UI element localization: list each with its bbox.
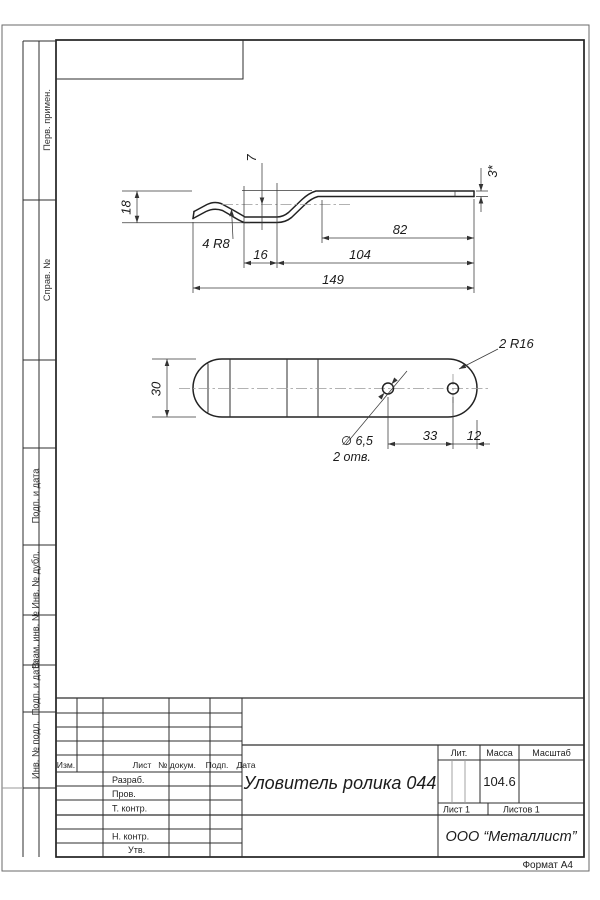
bend-lines	[208, 359, 318, 417]
title-block	[56, 698, 584, 857]
margin-label-perv-primen: Перв. примен.	[42, 89, 52, 151]
row-tkontr: Т. контр.	[112, 803, 148, 814]
part-profile-lower-edge	[193, 197, 474, 223]
row-prov: Пров.	[112, 789, 136, 799]
header-ndokum: № докум.	[158, 760, 196, 770]
dim-30: 30	[148, 381, 164, 397]
mass-value: 104.6	[483, 774, 516, 789]
row-razrab: Разраб.	[112, 775, 145, 785]
header-podp: Подп.	[205, 760, 229, 770]
header-list: Лист	[132, 760, 152, 770]
margin-column	[2, 41, 56, 857]
dim-12: 12	[466, 428, 482, 443]
sheet-number: Лист 1	[443, 804, 471, 815]
dim-3-star: 3*	[485, 165, 500, 178]
plate-outline	[193, 359, 477, 417]
part-name: Уловитель ролика 044	[243, 773, 437, 793]
dim-hole-dia: ∅ 6,5	[341, 434, 373, 448]
company-name: ООО “Металлист”	[445, 829, 577, 845]
dim-82: 82	[392, 222, 408, 237]
part-profile-upper-edge	[194, 191, 474, 217]
sheets-total: Листов 1	[503, 804, 540, 815]
header-izm: Изм.	[56, 760, 76, 770]
top-left-box	[56, 40, 243, 79]
header-data: Дата	[236, 760, 256, 770]
margin-label-inv-no-dubl: Инв. № дубл.	[30, 551, 41, 609]
row-nkontr: Н. контр.	[112, 831, 150, 842]
dim-2r16: 2 R16	[499, 336, 534, 351]
side-view	[119, 154, 501, 293]
dim-18: 18	[118, 200, 134, 215]
margin-label-podp-i-data-2: Подп. и дата	[30, 660, 41, 716]
dim-4r8: 4 R8	[202, 236, 230, 251]
lit-label: Лит.	[450, 748, 468, 758]
top-view	[149, 336, 535, 464]
margin-label-inv-no-podl: Инв. № подл.	[30, 721, 41, 779]
format-note: Формат А4	[522, 860, 573, 871]
row-utv: Утв.	[128, 845, 146, 855]
dim-hole-qty: 2 отв.	[333, 450, 371, 464]
dim-149: 149	[322, 272, 344, 287]
dim-104: 104	[349, 247, 371, 262]
margin-label-vzam-inv-no: Взам. инв. №	[30, 611, 41, 669]
margin-label-sprav-no: Справ. №	[42, 258, 52, 302]
dim-7: 7	[244, 154, 259, 162]
margin-label-podp-i-data-1: Подп. и дата	[30, 468, 41, 524]
scale-label: Масштаб	[532, 748, 571, 758]
dim-16: 16	[253, 247, 268, 262]
sheet-frame	[2, 25, 589, 871]
lit-subcells	[452, 760, 465, 803]
dim-33: 33	[422, 428, 438, 443]
mass-label: Масса	[486, 748, 513, 758]
